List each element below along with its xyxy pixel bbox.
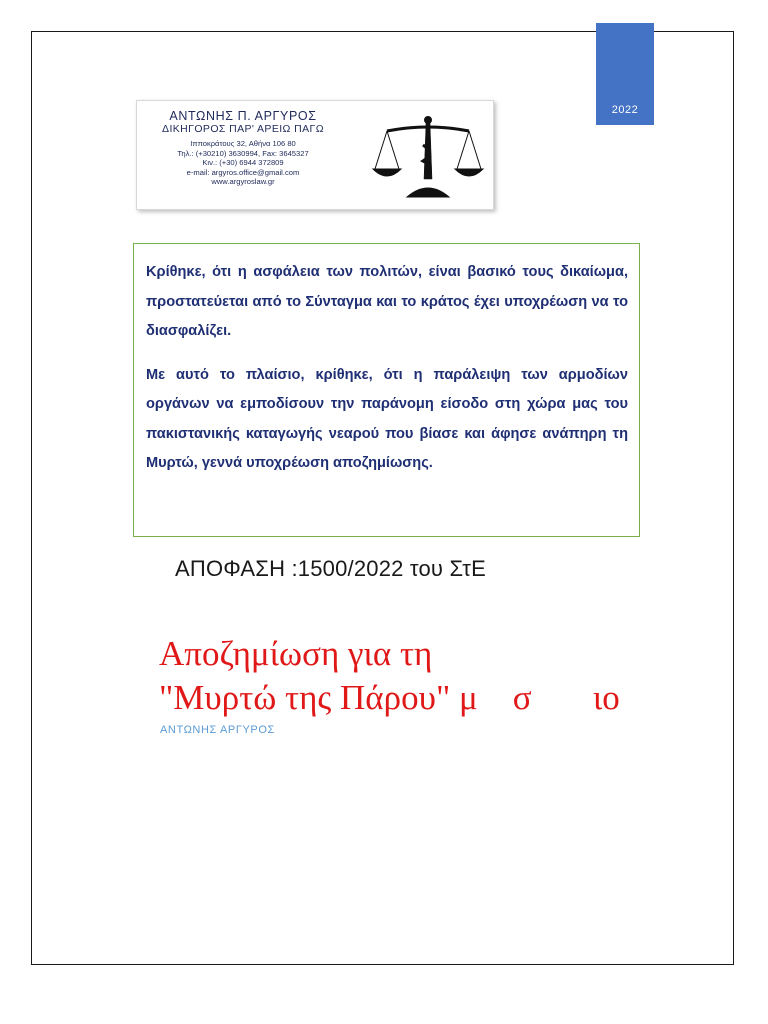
summary-box [133, 243, 640, 537]
year-tab [596, 23, 654, 125]
headline [159, 632, 739, 720]
lawyer-address: Ιπποκράτους 32, Αθήνα 106 80 [190, 139, 296, 148]
lawyer-email: e-mail: argyros.office@gmail.com [186, 167, 300, 177]
author-name: ΑΝΤΩΝΗΣ ΑΡΓΥΡΟΣ [160, 724, 275, 736]
summary-paragraph-1: Κρίθηκε, ότι η ασφάλεια των πολιτών, είναι βασικό τους δικαίωμα, προστατεύεται από το Σύνταγμα και το κράτος έχει υποχρέωση να το διασφαλίζει. [146, 264, 628, 339]
lawyer-title: ΔΙΚΗΓΟΡΟΣ ΠΑΡ' ΑΡΕΙΩ ΠΑΓΩ [162, 123, 324, 135]
summary-paragraph-2: Με αυτό το πλαίσιο, κρίθηκε, ότι η παράλειψη των αρμοδίων οργάνων να εμποδίσουν την παράνομη είσοδο στη χώρα μας του πακιστανικής καταγωγής νεαρού που βίασε και άφησε ανάπηρη τη Μυρτώ, γεννά υποχρέωση αποζημίωσης. [146, 366, 628, 471]
headline-line-2: "Μυρτώ της Πάρου" μ σ ιο [159, 678, 620, 717]
headline-line-1: Αποζημίωση για τη [159, 634, 433, 673]
lawyer-mobile: Κιν.: (+30) 6944 372809 [202, 158, 284, 167]
lawyer-name: ΑΝΤΩΝΗΣ Π. ΑΡΓΥΡΟΣ [169, 109, 317, 123]
letterhead-logo [136, 100, 494, 210]
decision-title: ΑΠΟΦΑΣΗ :1500/2022 του ΣτΕ [175, 556, 486, 581]
letterhead-text [143, 109, 343, 187]
year-label: 2022 [611, 104, 639, 116]
lawyer-phone: Τηλ.: (+30210) 3630994, Fax: 3645327 [177, 148, 309, 158]
scales-of-justice-icon [369, 109, 487, 205]
lawyer-website: www.argyroslaw.gr [211, 177, 275, 186]
